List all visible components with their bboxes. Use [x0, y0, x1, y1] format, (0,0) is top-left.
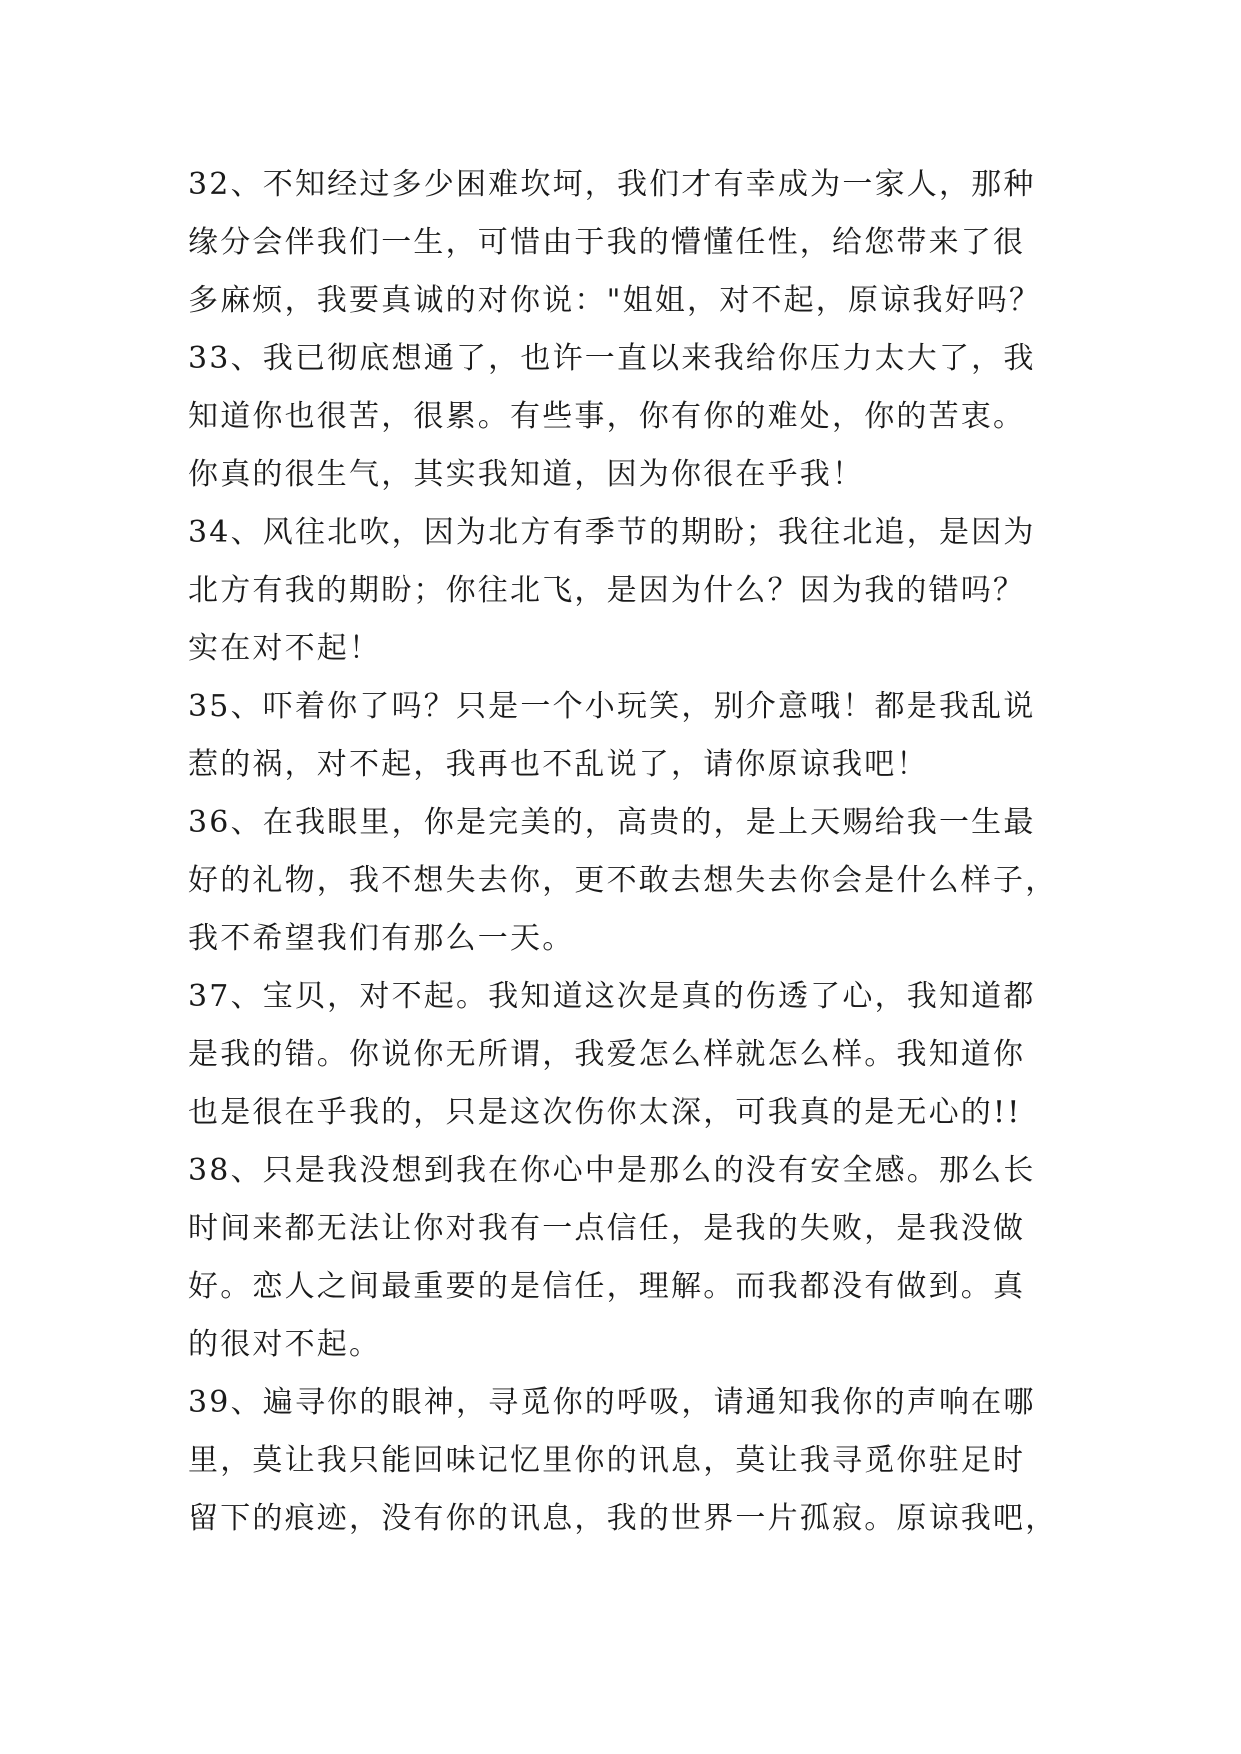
text-line: 35、吓着你了吗？只是一个小玩笑，别介意哦！都是我乱说 — [188, 689, 1036, 724]
text-line: 好的礼物，我不想失去你，更不敢去想失去你会是什么样子， — [188, 863, 1058, 898]
document-body — [188, 156, 1068, 1548]
text-line: 里，莫让我只能回味记忆里你的讯息，莫让我寻觅你驻足时 — [188, 1443, 1026, 1478]
text-line: 你真的很生气，其实我知道，因为你很在乎我！ — [188, 457, 865, 492]
text-line: 缘分会伴我们一生，可惜由于我的懵懂任性，给您带来了很 — [188, 225, 1026, 260]
text-line: 38、只是我没想到我在你心中是那么的没有安全感。那么长 — [188, 1153, 1036, 1188]
text-line: 实在对不起！ — [188, 631, 382, 666]
text-line: 北方有我的期盼；你往北飞，是因为什么？因为我的错吗？ — [188, 573, 1026, 608]
text-line: 知道你也很苦，很累。有些事，你有你的难处，你的苦衷。 — [188, 399, 1026, 434]
text-line: 39、遍寻你的眼神，寻觅你的呼吸，请通知我你的声响在哪 — [188, 1385, 1036, 1420]
text-line: 好。恋人之间最重要的是信任，理解。而我都没有做到。真 — [188, 1269, 1026, 1304]
text-line: 37、宝贝，对不起。我知道这次是真的伤透了心，我知道都 — [188, 979, 1036, 1014]
text-line: 也是很在乎我的，只是这次伤你太深，可我真的是无心的!! — [188, 1095, 1022, 1130]
text-line: 36、在我眼里，你是完美的，高贵的，是上天赐给我一生最 — [188, 805, 1036, 840]
text-line: 是我的错。你说你无所谓，我爱怎么样就怎么样。我知道你 — [188, 1037, 1026, 1072]
text-line: 时间来都无法让你对我有一点信任，是我的失败，是我没做 — [188, 1211, 1026, 1246]
text-line: 33、我已彻底想通了，也许一直以来我给你压力太大了，我 — [188, 341, 1036, 376]
text-line: 的很对不起。 — [188, 1327, 382, 1362]
text-line: 留下的痕迹，没有你的讯息，我的世界一片孤寂。原谅我吧， — [188, 1501, 1058, 1536]
text-line: 34、风往北吹，因为北方有季节的期盼；我往北追，是因为 — [188, 515, 1036, 550]
text-line: 惹的祸，对不起，我再也不乱说了，请你原谅我吧！ — [188, 747, 929, 782]
text-line: 多麻烦，我要真诚的对你说："姐姐，对不起，原谅我好吗？ — [188, 283, 1042, 318]
text-line: 我不希望我们有那么一天。 — [188, 921, 575, 956]
text-line: 32、不知经过多少困难坎坷，我们才有幸成为一家人，那种 — [188, 167, 1036, 202]
